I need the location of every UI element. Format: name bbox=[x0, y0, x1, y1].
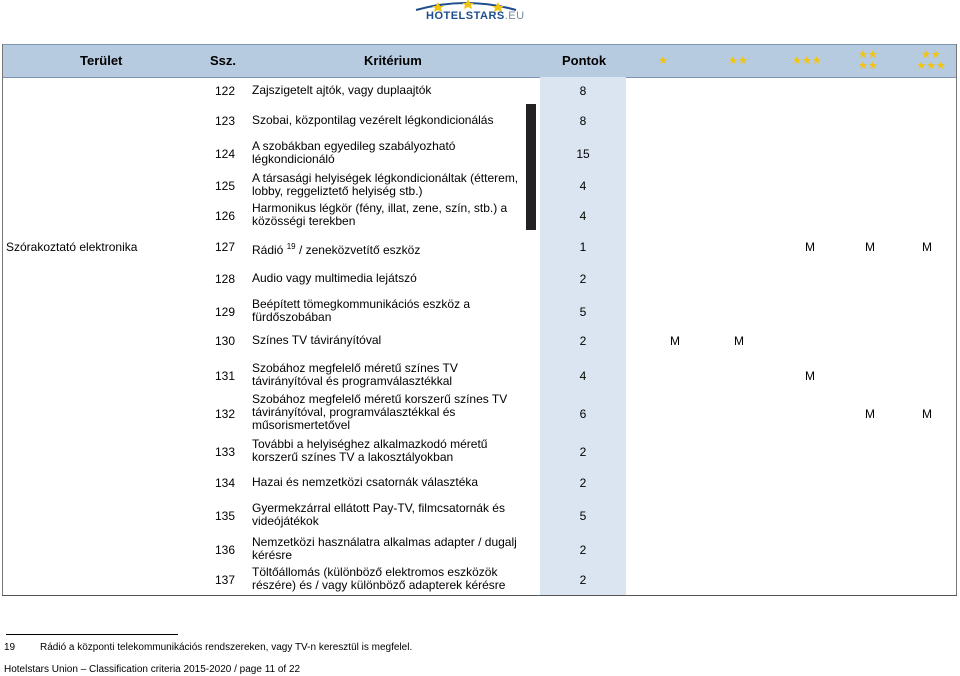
points-value: 15 bbox=[576, 147, 590, 161]
row-number: 129 bbox=[214, 305, 236, 319]
logo-main: HOTELSTARS bbox=[426, 10, 505, 22]
criterion-text: Töltőállomás (különböző elektromos eszközök részére) és / vagy különböző adapterek kérésre bbox=[252, 565, 506, 592]
page-footer: Hotelstars Union – Classification criteria 2015-2020 / page 11 of 22 bbox=[4, 664, 301, 675]
mandatory-mark: M bbox=[805, 369, 815, 383]
criterion-text: Szobához megfelelő méretű korszerű színes TV távirányítóval, programválasztékkal és műsorismertetővel bbox=[252, 392, 508, 432]
points-value: 2 bbox=[579, 445, 587, 459]
header-points: Pontok bbox=[562, 53, 607, 68]
points-value: 8 bbox=[579, 84, 587, 98]
criterion-text-part: Rádió bbox=[252, 243, 284, 257]
logo-suffix: .EU bbox=[504, 10, 525, 22]
criterion-text: Beépített tömegkommunikációs eszköz a fürdőszobában bbox=[252, 297, 471, 324]
row-number: 128 bbox=[214, 272, 236, 286]
criterion-text: Gyermekzárral ellátott Pay-TV, filmcsatornák és videójátékok bbox=[252, 501, 505, 528]
header-area: Terület bbox=[80, 53, 123, 68]
footnote-text: Rádió a központi telekommunikációs rendszereken, vagy TV-n keresztül is megfelel. bbox=[40, 642, 413, 653]
row-number: 137 bbox=[214, 573, 236, 587]
header-ssz: Ssz. bbox=[210, 53, 237, 68]
two-star-icon: ★★ bbox=[728, 55, 748, 67]
row-number: 130 bbox=[214, 334, 236, 348]
criterion-text: A társasági helyiségek légkondicionáltak (étterem, lobby, reggeliztető helyiség stb.) bbox=[252, 171, 519, 198]
row-number: 127 bbox=[214, 240, 236, 254]
footnote-ref: 19 bbox=[286, 242, 296, 251]
three-star-icon: ★★★ bbox=[792, 55, 822, 67]
points-value: 2 bbox=[579, 272, 587, 286]
points-value: 4 bbox=[579, 369, 587, 383]
row-number: 132 bbox=[214, 407, 236, 421]
row-number: 134 bbox=[214, 476, 236, 490]
header-criterion: Kritérium bbox=[364, 53, 422, 68]
criterion-text: További a helyiséghez alkalmazkodó méretű korszerű színes TV a lakosztályokban bbox=[252, 437, 488, 464]
points-value: 4 bbox=[579, 179, 587, 193]
criterion-text bbox=[252, 240, 522, 257]
mandatory-mark: M bbox=[922, 240, 932, 254]
mandatory-mark: M bbox=[865, 240, 875, 254]
points-value: 2 bbox=[579, 476, 587, 490]
criterion-text: Szobai, központilag vezérelt légkondicionálás bbox=[252, 113, 494, 127]
criterion-text: Zajszigetelt ajtók, vagy duplaajtók bbox=[252, 83, 432, 97]
points-value: 8 bbox=[579, 114, 587, 128]
points-value: 4 bbox=[579, 209, 587, 223]
points-value: 5 bbox=[579, 509, 587, 523]
four-star-icon: ★★ ★★ bbox=[858, 49, 878, 72]
points-value: 6 bbox=[579, 407, 587, 421]
mandatory-mark: M bbox=[734, 334, 744, 348]
points-value: 5 bbox=[579, 305, 587, 319]
criterion-text: Szobához megfelelő méretű színes TV távirányítóval és programválasztékkal bbox=[252, 361, 458, 388]
footnote-separator bbox=[6, 634, 178, 635]
area-label: Szórakoztató elektronika bbox=[6, 240, 138, 254]
criterion-text: Nemzetközi használatra alkalmas adapter / dugalj kérésre bbox=[252, 535, 517, 562]
criterion-text: Harmonikus légkör (fény, illat, zene, szín, stb.) a közösségi terekben bbox=[252, 201, 508, 228]
mandatory-mark: M bbox=[922, 407, 932, 421]
mandatory-mark: M bbox=[865, 407, 875, 421]
row-number: 136 bbox=[214, 543, 236, 557]
row-number: 122 bbox=[214, 84, 236, 98]
mandatory-mark: M bbox=[670, 334, 680, 348]
row-number: 125 bbox=[214, 179, 236, 193]
table-header bbox=[2, 44, 957, 78]
row-number: 131 bbox=[214, 369, 236, 383]
footnote-number: 19 bbox=[4, 642, 16, 653]
mandatory-mark: M bbox=[805, 240, 815, 254]
five-star-icon: ★★ ★★★ bbox=[916, 49, 946, 72]
criterion-text: A szobákban egyedileg szabályozható légkondicionáló bbox=[252, 139, 456, 166]
criterion-text-part: / zeneközvetítő eszköz bbox=[295, 243, 421, 257]
criterion-text: Hazai és nemzetközi csatornák választéka bbox=[252, 475, 479, 489]
criterion-text: Színes TV távirányítóval bbox=[252, 333, 382, 347]
points-value: 2 bbox=[579, 334, 587, 348]
row-number: 124 bbox=[214, 147, 236, 161]
row-number: 123 bbox=[214, 114, 236, 128]
points-value: 2 bbox=[579, 573, 587, 587]
criterion-text: Audio vagy multimedia lejátszó bbox=[252, 271, 417, 285]
logo-text bbox=[426, 10, 525, 22]
row-number: 133 bbox=[214, 445, 236, 459]
row-number: 126 bbox=[214, 209, 236, 223]
row-number: 135 bbox=[214, 509, 236, 523]
points-value: 2 bbox=[579, 543, 587, 557]
one-star-icon: ★ bbox=[658, 55, 668, 67]
points-value: 1 bbox=[579, 240, 587, 254]
